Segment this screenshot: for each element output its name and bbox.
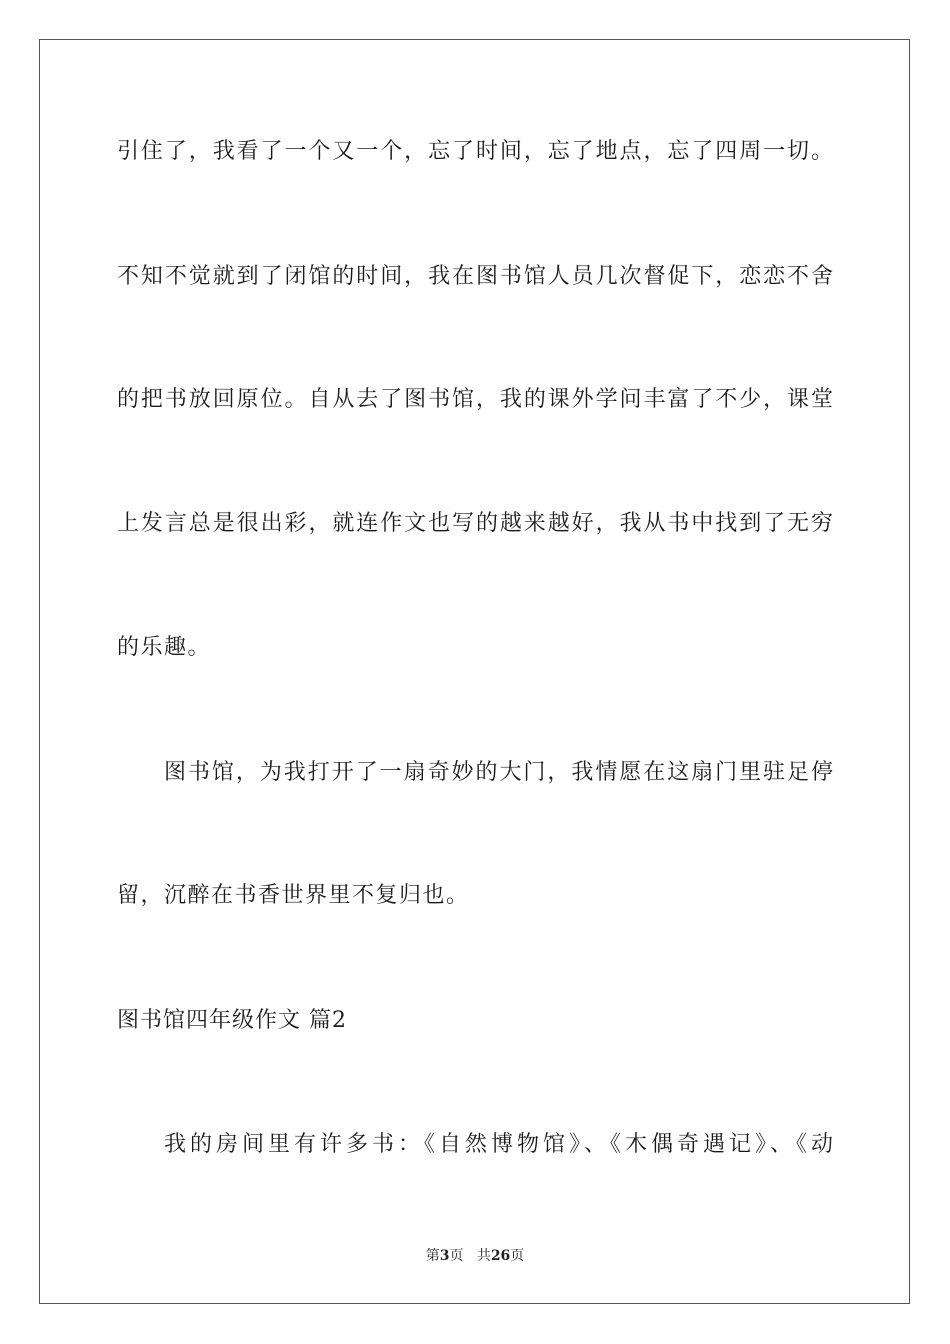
body-line-6: 图书馆，为我打开了一扇奇妙的大门，我情愿在这扇门里驻足停	[164, 760, 833, 785]
section-first-line: 我的房间里有许多书：《自然博物馆》、《木偶奇遇记》、《动	[164, 1132, 833, 1157]
page-total: 26	[490, 1248, 511, 1264]
section-heading: 图书馆四年级作文 篇2	[117, 1008, 347, 1033]
body-line-3: 的把书放回原位。自从去了图书馆，我的课外学问丰富了不少，课堂	[117, 387, 833, 412]
body-line-2: 不知不觉就到了闭馆的时间，我在图书馆人员几次督促下，恋恋不舍	[117, 264, 833, 289]
body-line-7: 留，沉醉在书香世界里不复归也。	[117, 883, 470, 908]
body-line-4: 上发言总是很出彩，就连作文也写的越来越好，我从书中找到了无穷	[117, 511, 833, 536]
total-prefix: 共	[476, 1248, 491, 1264]
page-frame	[39, 39, 910, 1304]
body-line-5: 的乐趣。	[117, 635, 212, 660]
page-current: 3	[439, 1248, 450, 1264]
page-suffix: 页	[449, 1248, 464, 1264]
body-line-1: 引住了，我看了一个又一个，忘了时间，忘了地点，忘了四周一切。	[117, 139, 833, 164]
page-footer	[0, 1247, 950, 1265]
page-prefix: 第	[425, 1248, 440, 1264]
total-suffix: 页	[510, 1248, 525, 1264]
